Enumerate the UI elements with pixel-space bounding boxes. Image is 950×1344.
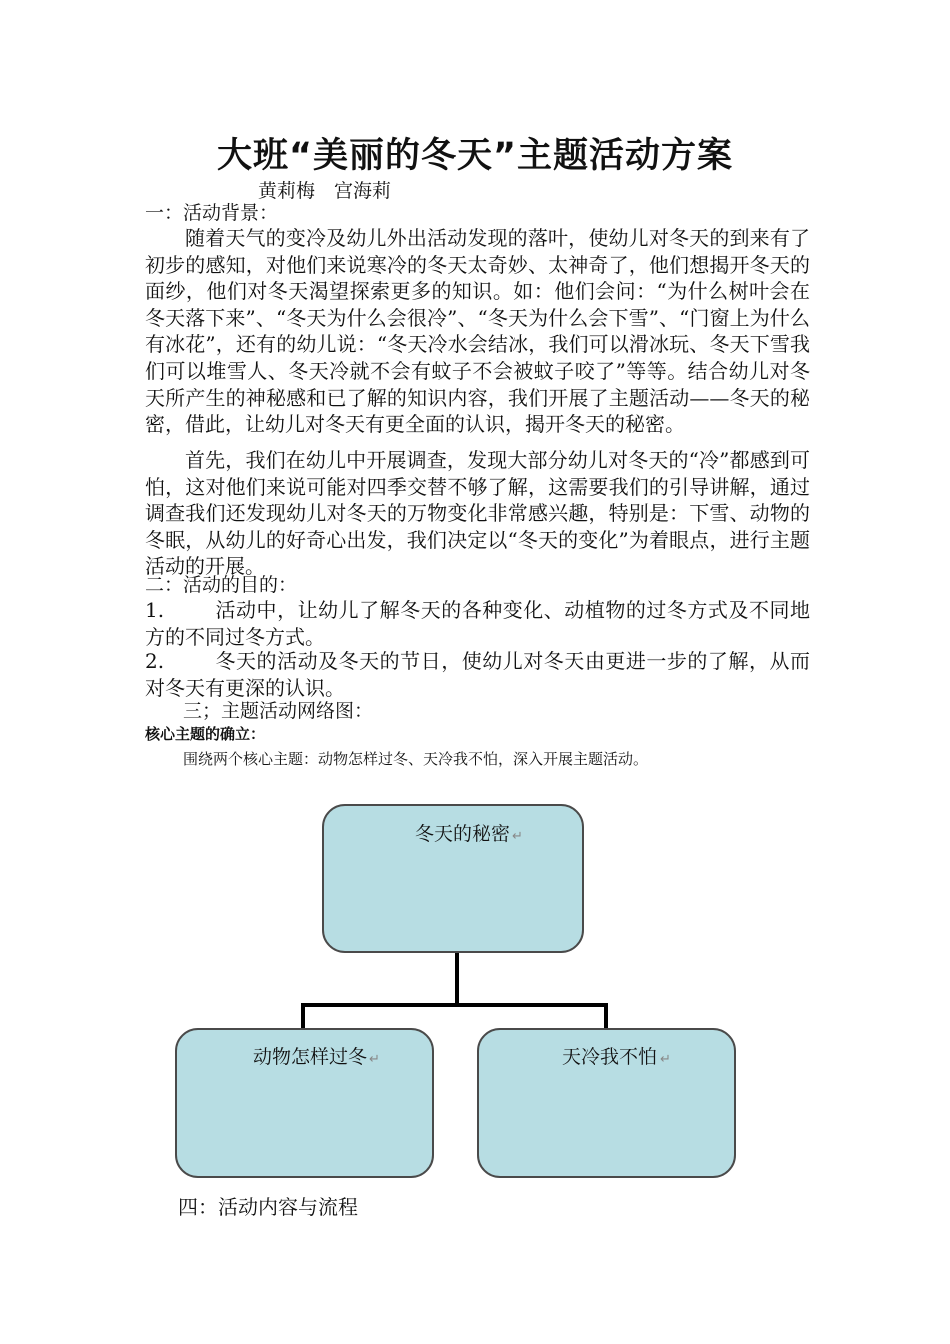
section-2-heading: 二：活动的目的： <box>145 574 298 596</box>
core-theme-text: 围绕两个核心主题：动物怎样过冬、天冷我不怕，深入开展主题活动。 <box>183 750 649 768</box>
core-theme-heading: 核心主题的确立： <box>145 725 266 743</box>
document-title: 大班“美丽的冬天”主题活动方案 <box>216 136 733 176</box>
paragraph-mark: ↵ <box>512 829 523 844</box>
authors-line: 黄莉梅 宫海莉 <box>258 180 392 202</box>
goal-item-2 <box>145 648 810 701</box>
section-3-heading: 三；主题活动网络图： <box>183 700 374 722</box>
diagram-root-label: 冬天的秘密 <box>415 823 511 845</box>
goal-text: 活动中，让幼儿了解冬天的各种变化、动植物的过冬方式及不同地方的不同过冬方式。 <box>145 598 810 649</box>
diagram-right-label: 天冷我不怕 <box>562 1046 658 1068</box>
diagram-left-label: 动物怎样过冬 <box>253 1046 368 1068</box>
section-1-heading: 一：活动背景： <box>145 202 279 224</box>
goal-number: 1. <box>145 598 165 622</box>
goal-text: 冬天的活动及冬天的节日，使幼儿对冬天由更进一步的了解，从而对冬天有更深的认识。 <box>145 649 810 700</box>
goal-item-1 <box>145 597 810 650</box>
paragraph-mark: ↵ <box>660 1052 671 1067</box>
paragraph-mark: ↵ <box>369 1052 380 1067</box>
goal-number: 2. <box>145 649 165 673</box>
background-paragraph-2: 首先，我们在幼儿中开展调查，发现大部分幼儿对冬天的“冷”都感到可怕，这对他们来说可能对四季交替不够了解，这需要我们的引导讲解，通过调查我们还发现幼儿对冬天的万物变化非常感兴趣，特别是：下雪、动物的冬眠，从幼儿的好奇心出发，我们决定以“冬天的变化”为着眼点，进行主题活动的开展。 <box>145 448 810 579</box>
section-4-heading: 四：活动内容与流程 <box>178 1195 358 1219</box>
background-paragraph-1: 随着天气的变冷及幼儿外出活动发现的落叶，使幼儿对冬天的到来有了初步的感知，对他们来说寒冷的冬天太奇妙、太神奇了，他们想揭开冬天的面纱，他们对冬天渴望探索更多的知识。如：他们会问：“为什么树叶会在冬天落下来”、“冬天为什么会很冷”、“冬天为什么会下雪”、“门窗上为什么有冰花”，还有的幼儿说：“冬天冷水会结冰，我们可以滑冰玩、冬天下雪我们可以堆雪人、冬天冷就不会有蚊子不会被蚊子咬了”等等。结合幼儿对冬天所产生的神秘感和已了解的知识内容，我们开展了主题活动——冬天的秘密，借此，让幼儿对冬天有更全面的认识，揭开冬天的秘密。 <box>145 226 810 437</box>
theme-network-diagram <box>170 795 750 1185</box>
